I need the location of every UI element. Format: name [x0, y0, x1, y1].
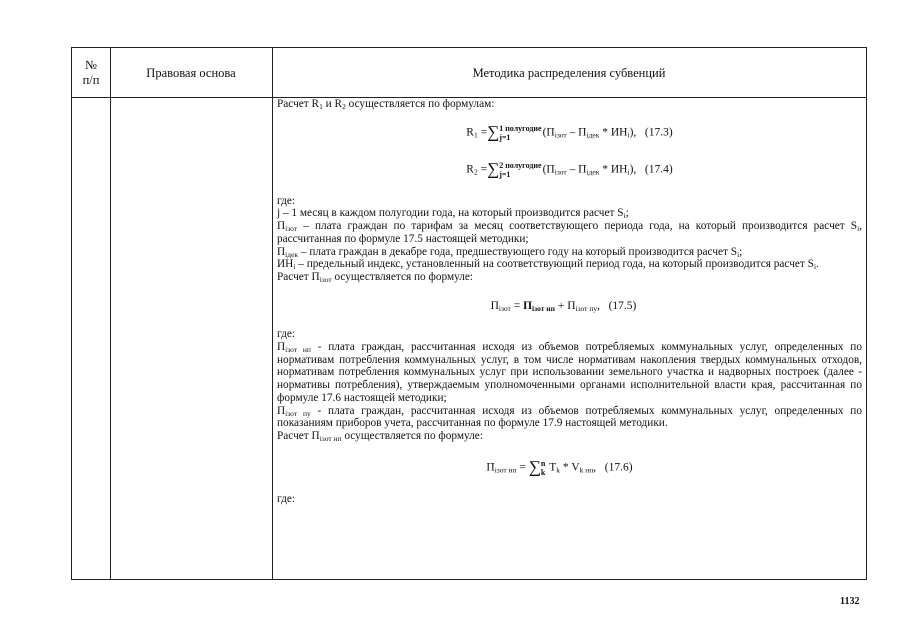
column-divider	[272, 48, 273, 579]
formula-17-3: $R_1 =\sum 1$ полугодие j=1 $(П_{iзот} - П_{iдек} * ИН_i)$, (17.3)	[466, 122, 673, 142]
intro-p-izot: Расчет $П_{iзот}$ осуществляется по формуле:	[277, 270, 474, 284]
sum-limits: n k	[540, 458, 546, 477]
formula-number: (17.6)	[604, 461, 633, 474]
formula-number: (17.5)	[608, 299, 637, 312]
page-number: 1132	[840, 596, 860, 607]
formula-17-6: $П_{iзот нп} = \sum n$ k $T_k * V_{k нп}$, (17.6)	[486, 457, 633, 477]
where-label: где:	[277, 492, 295, 505]
intro-r1-r2: Расчет $R_1$ и $R_2$ осуществляется по формулам:	[277, 98, 495, 111]
definition-p-idek: $П_{iдек}$ – плата граждан в декабре года, предшествующего году на который производится расчет $S_i$;	[277, 245, 743, 259]
where-label: где:	[277, 328, 295, 341]
sum-limits: 1 полугодие j=1	[499, 123, 542, 142]
formula-17-4: $R_2 =\sum 2$ полугодие j=1 $(П_{iзот} - П_{iдек} * ИН_i)$, (17.4)	[466, 159, 673, 179]
intro-p-izot-np: Расчет $П_{iзот нп}$ осуществляется по формуле:	[277, 429, 483, 443]
methodology-text	[277, 98, 862, 505]
formula-17-5: $П_{iзот} = П_{iзот нп} + П_{iзот пу}$, (17.5)	[490, 299, 637, 313]
sum-limits: 2 полугодие j=1	[499, 160, 542, 179]
where-label: где:	[277, 194, 295, 207]
sum-symbol: ∑	[487, 159, 500, 179]
definition-in-i: $ИН_i$ – предельный индекс, установленный на соответствующий период года, на который производится расчет $S_i$.	[277, 258, 819, 272]
definition-p-izot: $П_{iзот}$ – плата граждан по тарифам за месяц соответствующего периода года, на который производится расчет $S_i$, рассчитанная по формуле 17.5 настоящей методики;	[277, 220, 862, 245]
header-methodology: Методика распределения субвенций	[472, 66, 666, 80]
definition-j: j – 1 месяц в каждом полугодии года, на который производится расчет $S_i$;	[277, 207, 629, 221]
sum-symbol: ∑	[487, 122, 500, 142]
definition-p-izot-pu: $П_{iзот пу}$ - плата граждан, рассчитанная исходя из объемов потребляемых коммунальных услуг, определенных по показаниям приборов учета, рассчитанная по формуле 17.9 настоящей методики.	[277, 404, 862, 430]
header-legal-basis: Правовая основа	[146, 66, 236, 80]
definition-p-izot-np: $П_{iзот нп}$ - плата граждан, рассчитанная исходя из объемов потребляемых коммунальных услуг, определенных по нормативам потребления коммунальных услуг, в том числе нормативам накопления твердых коммунальных отходов, нормативам потребления коммунальных услуг при использовании земельного участка и надворных построек (далее - нормативы потребления), утверждаемым уполномоченными органами исполнительной власти края, рассчитанная по формуле 17.6 настоящей методики;	[277, 341, 862, 404]
formula-number: (17.3)	[644, 126, 673, 139]
header-number-column: № п/п	[82, 58, 100, 87]
column-divider	[110, 48, 111, 579]
methodology-table	[71, 47, 867, 580]
sum-symbol: ∑	[528, 457, 541, 477]
formula-number: (17.4)	[644, 163, 673, 176]
